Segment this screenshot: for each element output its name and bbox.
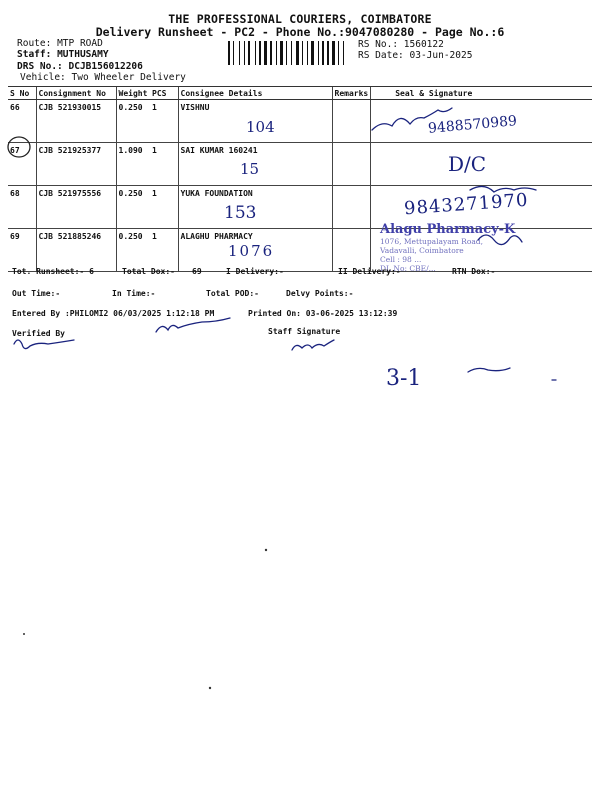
table-row: 67 CJB 521925377 1.090 1 SAI KUMAR 160241 <box>8 143 592 186</box>
total-dox-value: 69 <box>192 267 202 276</box>
ii-delivery: II Delivery:- <box>338 267 401 276</box>
signature-note: D/C <box>448 152 487 176</box>
total-runsheet: Tot. Runsheet:- 6 <box>12 267 94 276</box>
staff-value: MUTHUSAMY <box>57 49 109 60</box>
handwritten-note: 153 <box>224 203 257 223</box>
route-line: Route: MTP ROAD <box>17 38 103 49</box>
handwritten-note: 1076 <box>228 242 275 260</box>
company-title: THE PROFESSIONAL COURIERS, COIMBATORE <box>168 12 432 26</box>
rs-no-line: RS No.: 1560122 <box>358 39 444 50</box>
printed-on: Printed On: 03-06-2025 13:12:39 <box>248 309 398 318</box>
i-delivery: I Delivery:- <box>226 267 284 276</box>
delvy-points: Delvy Points:- <box>286 289 354 298</box>
route-value: MTP ROAD <box>57 38 103 49</box>
in-time: In Time:- <box>112 289 156 298</box>
signature-stroke <box>372 108 452 130</box>
signature-phone: 9488570989 <box>427 113 518 137</box>
out-time: Out Time:- <box>12 289 61 298</box>
rtn-dox: RTN Dox:- <box>452 267 496 276</box>
staff-signature: Staff Signature <box>268 327 341 336</box>
signature-phone: 9843271970 <box>403 189 530 220</box>
signature-stroke <box>292 340 334 350</box>
table-row: 66 CJB 521930015 0.250 1 VISHNU <box>8 100 592 143</box>
col-pcs: PCS <box>150 87 178 100</box>
signature-stroke <box>470 186 536 192</box>
vehicle-value: Two Wheeler Delivery <box>71 72 186 83</box>
col-seal: Seal & Signature <box>371 87 592 100</box>
drs-value: DCJB156012206 <box>68 61 143 72</box>
verified-by: Verified By <box>12 329 65 338</box>
vehicle-line: Vehicle: Two Wheeler Delivery <box>20 72 186 83</box>
handwritten-note: 104 <box>246 118 275 136</box>
circle-mark <box>8 137 30 157</box>
handwritten-note: 15 <box>240 160 260 178</box>
total-pod: Total POD:- <box>206 289 259 298</box>
drs-line: DRS No.: DCJB156012206 <box>17 61 143 72</box>
total-dox-label: Total Dox:- <box>122 267 175 276</box>
pharmacy-stamp: Alagu Pharmacy-K 1076, Mettupalayam Road, Vadavalli, Coimbatore Cell : 98 ... DL No: CBE/... <box>380 222 516 273</box>
col-consignee: Consignee Details <box>178 87 332 100</box>
rs-no-value: 1560122 <box>403 39 444 50</box>
runsheet-title: Delivery Runsheet - PC2 - Phone No.:9047080280 - Page No.:6 <box>95 25 505 39</box>
entered-by: Entered By :PHILOMI2 06/03/2025 1:12:18 PM <box>12 309 215 318</box>
handwritten-note: 3-1 <box>386 366 422 391</box>
col-consignment: Consignment No <box>36 87 116 100</box>
signature-stroke <box>14 340 74 349</box>
table-row: 69 CJB 521885246 0.250 1 ALAGHU PHARMACY <box>8 229 592 272</box>
col-remarks: Remarks <box>332 87 371 100</box>
signature-stroke <box>468 368 556 380</box>
signature-stroke <box>478 235 522 245</box>
table-row: 68 CJB 521975556 0.250 1 YUKA FOUNDATION <box>8 186 592 229</box>
signature-stroke <box>156 318 230 332</box>
staff-line: Staff: MUTHUSAMY <box>17 49 109 60</box>
rs-date-value: 03-Jun-2025 <box>409 50 473 61</box>
col-weight: Weight <box>116 87 150 100</box>
rs-date-line: RS Date: 03-Jun-2025 <box>358 50 473 61</box>
col-sno: S No <box>8 87 36 100</box>
